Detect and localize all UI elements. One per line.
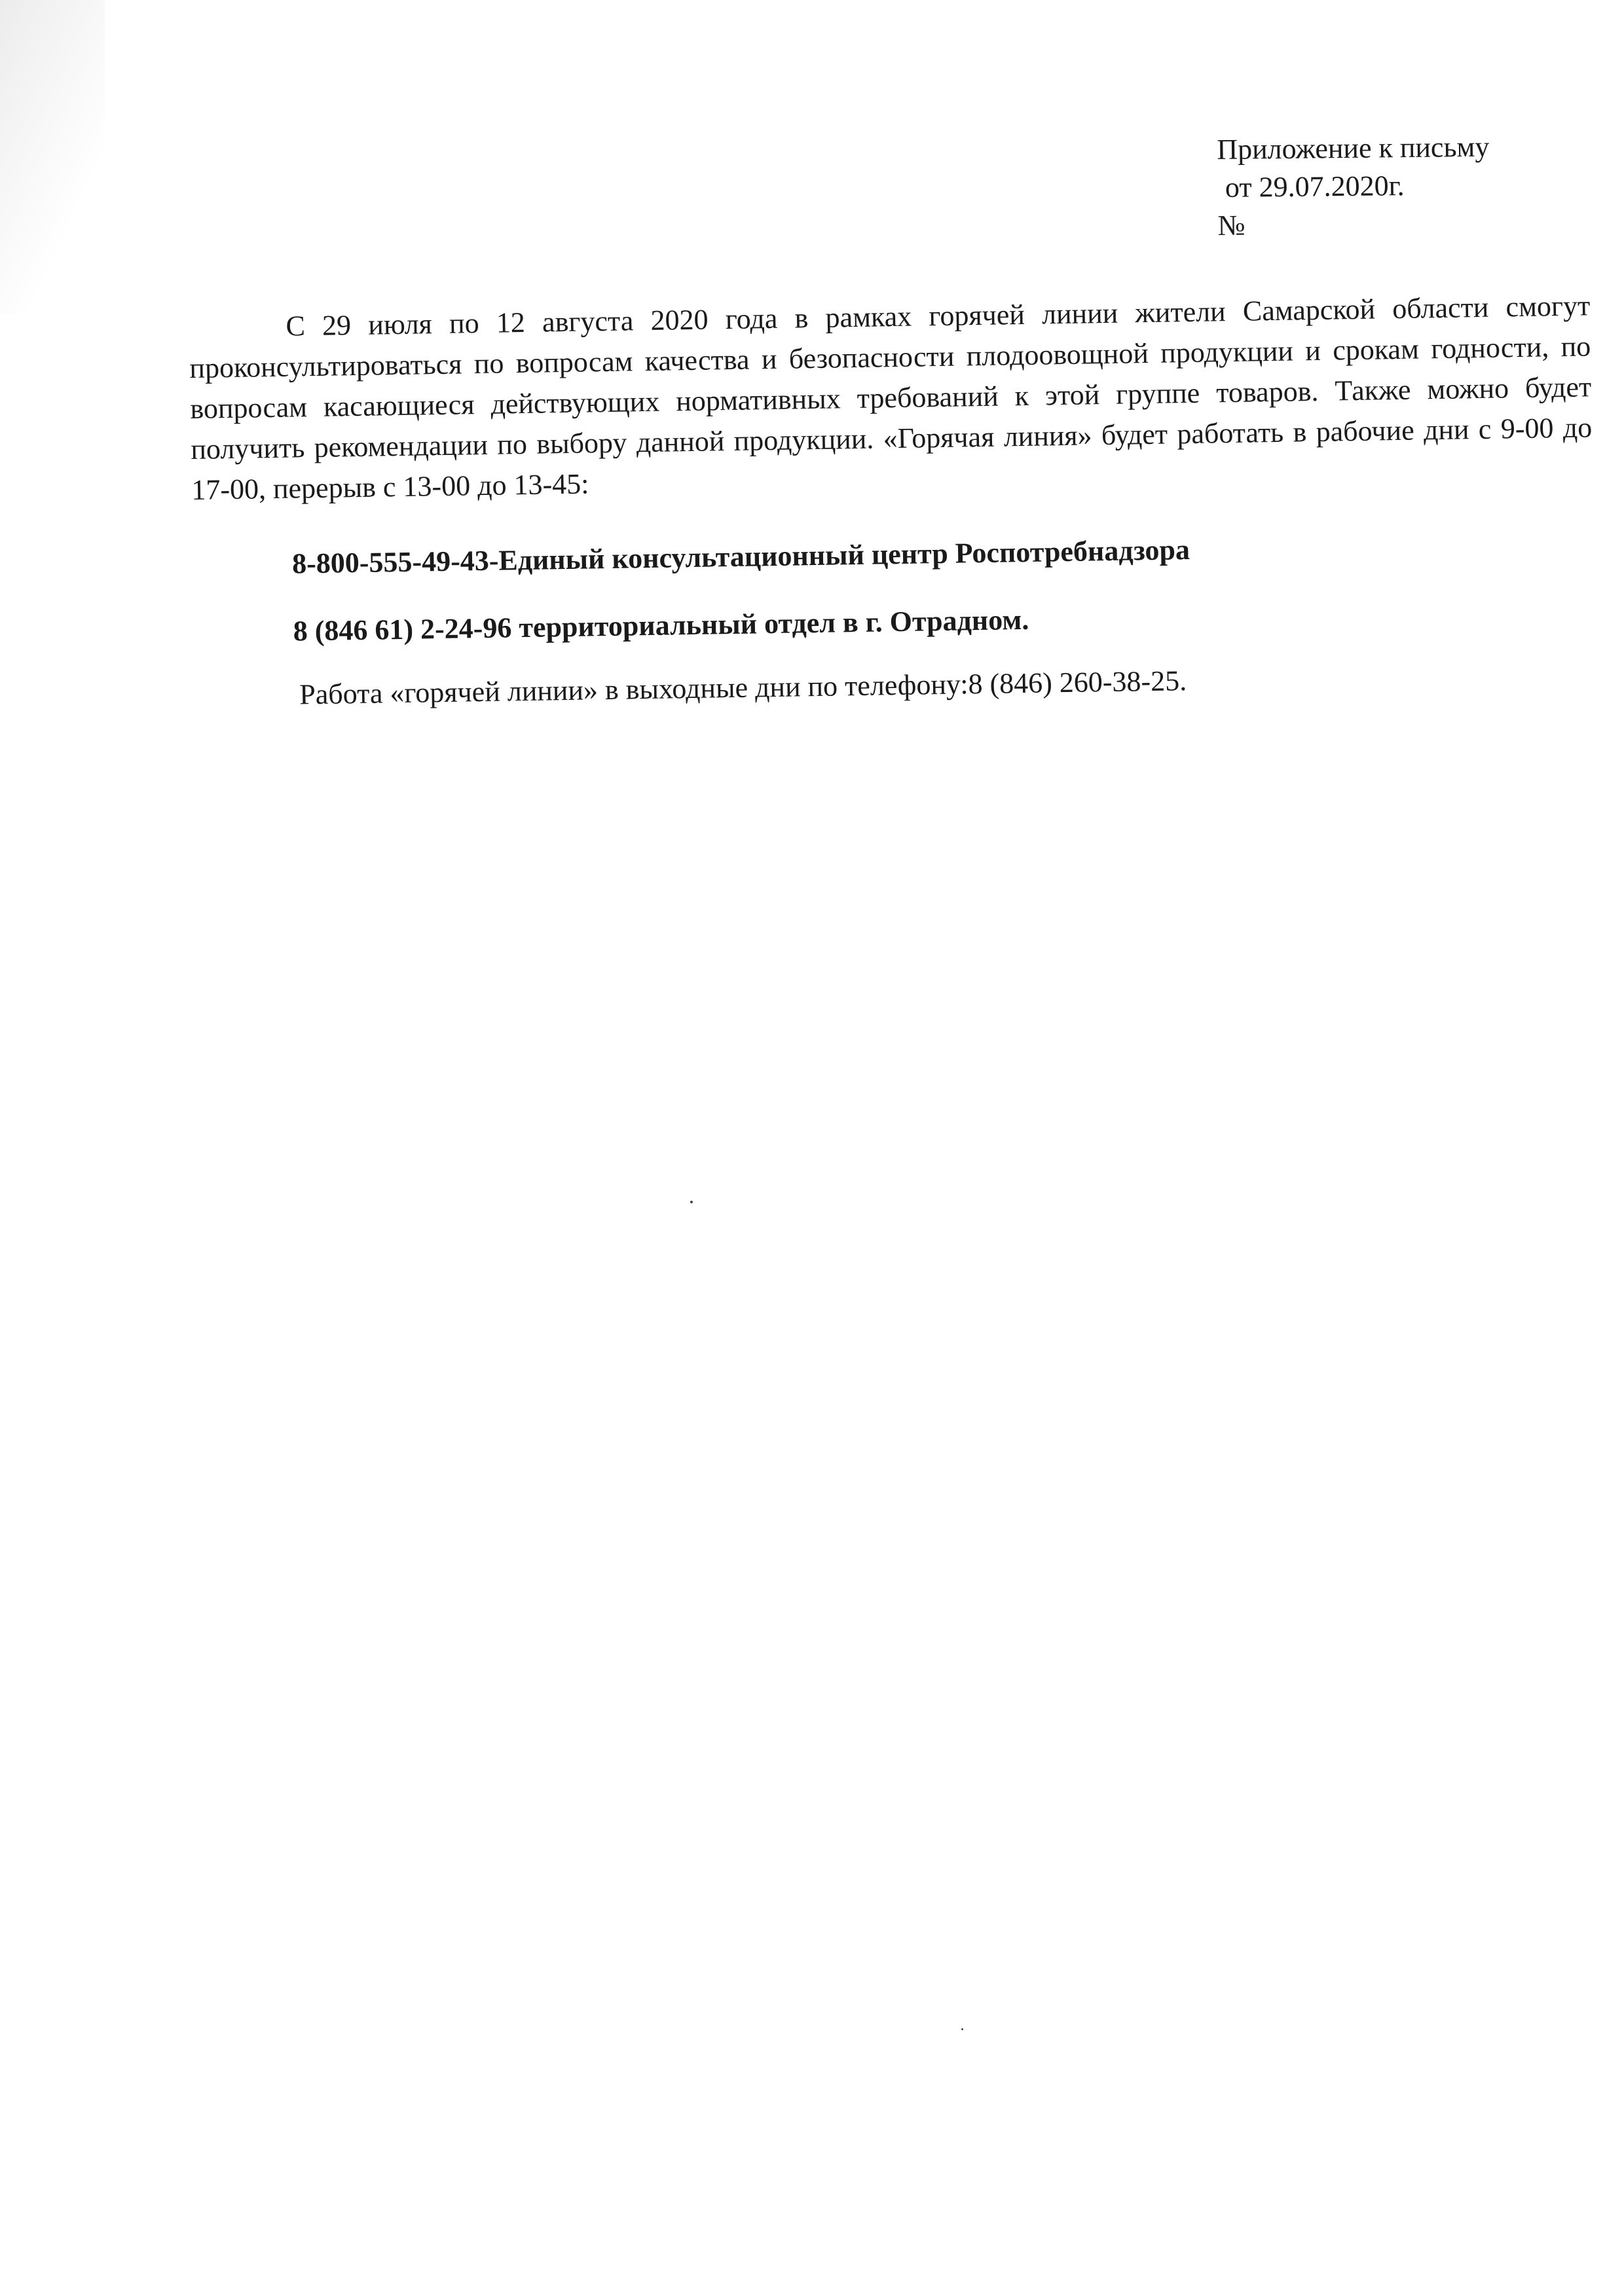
annex-date: от 29.07.2020г.: [1225, 170, 1405, 204]
scan-speck: [961, 2028, 963, 2030]
weekend-hotline: Работа «горячей линии» в выходные дни по телефону:8 (846) 260-38-25.: [299, 665, 1187, 711]
annex-header: [1217, 128, 1490, 245]
hotline-federal: 8-800-555-49-43-Единый консультационный центр Роспотребнадзора: [291, 534, 1190, 580]
scan-speck: [690, 1201, 693, 1203]
main-paragraph: С 29 июля по 12 августа 2020 года в рамках горячей линии жители Самарской области смогут проконсультироваться по вопросам качества и безопасности плодоовощной продукции и срокам годности, по вопросам касающиеся действующих нормативных требований к этой группе товаров. Также можно будет получить рекомендации по выбору данной продукции. «Горячая линия» будет работать в рабочие дни с 9-00 до 17-00, перерыв с 13-00 до 13-45:: [189, 289, 1593, 506]
annex-number: №: [1217, 209, 1246, 242]
scan-shadow: [0, 0, 105, 314]
annex-title: Приложение к письму: [1217, 130, 1490, 166]
hotline-territorial: 8 (846 61) 2-24-96 территориальный отдел в г. Отрадном.: [293, 603, 1029, 647]
letter-body: [189, 285, 1596, 713]
